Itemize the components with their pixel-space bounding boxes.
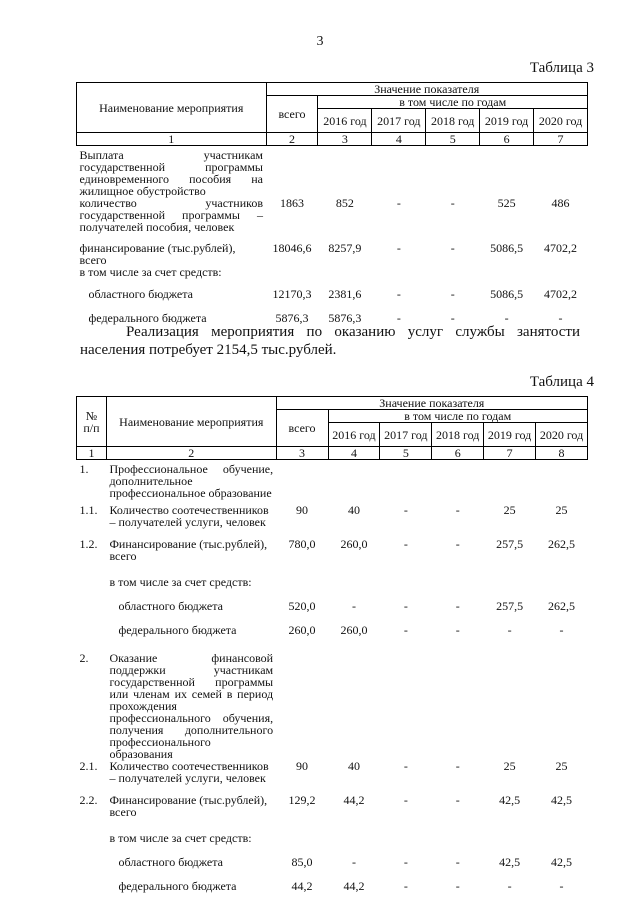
table-row: [77, 242, 588, 266]
row-name: Финансирование (тыс.рублей), всего: [109, 536, 268, 563]
row-name: областного бюджета: [118, 854, 223, 869]
cell: [318, 146, 372, 198]
cell: -: [455, 622, 460, 637]
table-row: [77, 760, 588, 794]
cell: 260,0: [340, 622, 368, 637]
cell: 4702,2: [544, 241, 578, 255]
cell: -: [559, 622, 564, 637]
table3-col-number: 1: [77, 133, 267, 146]
cell: -: [455, 878, 460, 893]
row-number: 2.2.: [79, 792, 98, 807]
table3-header-name: Наименование мероприятия: [77, 83, 267, 133]
cell: 260,0: [340, 536, 368, 551]
cell: 44,2: [343, 792, 365, 807]
table3-caption: Таблица 3: [529, 60, 594, 76]
table3-header-value: Значение показателя: [266, 83, 588, 96]
table4-header-value: Значение показателя: [276, 397, 587, 410]
cell: 25: [555, 758, 568, 773]
cell: [534, 146, 588, 198]
cell: -: [403, 792, 408, 807]
cell: 42,5: [551, 854, 573, 869]
paragraph: Реализация мероприятия по оказанию услуг службы занятости населения потребует 2154,5 тыс.рублей.: [80, 324, 580, 358]
row-name: федерального бюджета: [88, 311, 207, 325]
cell: 42,5: [551, 792, 573, 807]
row-number: 2.1.: [79, 758, 98, 773]
cell: [484, 460, 536, 504]
table3-header-total: всего: [266, 96, 318, 133]
row-number: [77, 856, 107, 880]
cell: 40: [347, 502, 360, 517]
table4-header-year: 2016 год: [328, 423, 380, 447]
row-number: 1.: [79, 462, 89, 476]
cell: 2381,6: [328, 287, 362, 301]
table3-col-number: 6: [480, 133, 534, 146]
cell: 25: [555, 502, 568, 517]
cell: 260,0: [288, 622, 316, 637]
table-row: [77, 504, 588, 538]
cell: [380, 460, 432, 504]
cell: 129,2: [288, 792, 316, 807]
row-number: [77, 832, 107, 856]
cell: -: [403, 502, 408, 517]
row-name: областного бюджета: [88, 287, 193, 301]
cell: -: [455, 598, 460, 613]
table3: [76, 82, 588, 334]
cell: -: [450, 311, 455, 325]
table3-col-number: 7: [534, 133, 588, 146]
table4-col-number: 4: [328, 447, 380, 460]
cell: 525: [497, 196, 516, 210]
row-name: Количество соотечественников – получателей услуги, человек: [109, 502, 269, 529]
cell: [426, 146, 480, 198]
table3-col-number: 3: [318, 133, 372, 146]
cell: 42,5: [499, 854, 521, 869]
table4: [76, 396, 588, 902]
cell: 18046,6: [272, 241, 312, 255]
cell: -: [403, 598, 408, 613]
cell: 42,5: [499, 792, 521, 807]
cell: -: [559, 878, 564, 893]
cell: 25: [503, 502, 516, 517]
table-row: [77, 288, 588, 312]
cell: 40: [347, 758, 360, 773]
table4-header-year: 2020 год: [536, 423, 588, 447]
cell: 5876,3: [328, 311, 362, 325]
table3-header-year: 2018 год: [426, 109, 480, 133]
cell: 90: [296, 758, 309, 773]
table-row: [77, 880, 588, 902]
cell: [372, 146, 426, 198]
table4-header-year: 2017 год: [380, 423, 432, 447]
cell: -: [455, 502, 460, 517]
row-number: [77, 600, 107, 624]
table-row: [77, 648, 588, 760]
row-name: федерального бюджета: [118, 878, 237, 893]
row-name: в том числе за счет средств:: [109, 830, 252, 845]
row-number: 1.1.: [79, 502, 98, 517]
row-name: Количество соотечественников – получателей услуги, человек: [109, 758, 269, 785]
page-number: 3: [316, 34, 324, 49]
cell: -: [504, 311, 509, 325]
cell: 5086,5: [490, 287, 524, 301]
table3-header-year: 2017 год: [372, 109, 426, 133]
table4-col-number: 8: [536, 447, 588, 460]
table3-col-number: 5: [426, 133, 480, 146]
cell: -: [450, 241, 455, 255]
cell: -: [507, 878, 512, 893]
cell: -: [396, 287, 401, 301]
table-row: [77, 624, 588, 648]
cell: -: [455, 792, 460, 807]
table-row: [77, 538, 588, 576]
cell: 85,0: [291, 854, 313, 869]
row-name: количество участников государственной программы – получателей пособия, человек: [79, 196, 263, 234]
cell: -: [403, 878, 408, 893]
cell: [484, 648, 536, 760]
table3-col-number: 4: [372, 133, 426, 146]
row-number: 1.2.: [79, 536, 98, 551]
table-row: [77, 460, 588, 504]
table-row: [77, 576, 588, 600]
table3-header-year: 2020 год: [534, 109, 588, 133]
cell: 5086,5: [490, 241, 524, 255]
table4-header-no: № п/п: [77, 397, 107, 447]
cell: [328, 460, 380, 504]
cell: -: [396, 311, 401, 325]
table4-col-number: 1: [77, 447, 107, 460]
row-name: Оказание финансовой поддержки участникам государственной программы или членам их семей в период прохождения профессионального обучения, получения дополнительного профессионального образования: [109, 650, 274, 761]
table-row: [77, 600, 588, 624]
table3-header-by-years: в том числе по годам: [318, 96, 588, 109]
row-number: 2.: [79, 650, 89, 665]
cell: 4702,2: [544, 287, 578, 301]
cell: -: [403, 854, 408, 869]
cell: -: [403, 536, 408, 551]
table-row: [77, 794, 588, 832]
cell: -: [403, 622, 408, 637]
table4-col-number: 2: [106, 447, 276, 460]
table3-header-year: 2016 год: [318, 109, 372, 133]
table4-col-number: 6: [432, 447, 484, 460]
cell: 44,2: [291, 878, 313, 893]
row-name: Выплата участникам государственной программы единовременного пособия на жилищное обустройство: [79, 148, 263, 198]
cell: 8257,9: [328, 241, 362, 255]
cell: 12170,3: [272, 287, 312, 301]
cell: -: [455, 854, 460, 869]
cell: 262,5: [548, 536, 576, 551]
table4-col-number: 3: [276, 447, 328, 460]
table-row: [77, 832, 588, 856]
cell: -: [351, 854, 356, 869]
table4-header-year: 2019 год: [484, 423, 536, 447]
cell: 44,2: [343, 878, 365, 893]
cell: -: [396, 196, 401, 210]
cell: [328, 648, 380, 760]
row-name: Профессиональное обучение, дополнительное профессиональное образование: [109, 462, 274, 500]
row-name: Финансирование (тыс.рублей), всего: [109, 792, 268, 819]
cell: -: [455, 536, 460, 551]
cell: -: [450, 196, 455, 210]
cell: 520,0: [288, 598, 316, 613]
table-row: [77, 856, 588, 880]
cell: 780,0: [288, 536, 316, 551]
cell: -: [403, 758, 408, 773]
cell: 257,5: [496, 598, 524, 613]
cell: -: [450, 287, 455, 301]
table-row: [77, 266, 588, 288]
table3-col-number: 2: [266, 133, 318, 146]
table4-header-name: Наименование мероприятия: [106, 397, 276, 447]
cell: 486: [551, 196, 570, 210]
table-row: [77, 146, 588, 198]
row-name: финансирование (тыс.рублей), всего: [79, 241, 236, 267]
table-row: [77, 197, 588, 242]
row-name: в том числе за счет средств:: [79, 265, 222, 279]
cell: 5876,3: [275, 311, 309, 325]
cell: 1863: [279, 196, 304, 210]
cell: [432, 648, 484, 760]
row-number: [77, 624, 107, 648]
table3-header-year: 2019 год: [480, 109, 534, 133]
table4-col-number: 7: [484, 447, 536, 460]
row-name: областного бюджета: [118, 598, 223, 613]
cell: [266, 146, 318, 198]
cell: [276, 460, 328, 504]
cell: 25: [503, 758, 516, 773]
row-number: [77, 880, 107, 902]
cell: [536, 648, 588, 760]
cell: 90: [296, 502, 309, 517]
cell: -: [558, 311, 563, 325]
table4-col-number: 5: [380, 447, 432, 460]
cell: [536, 460, 588, 504]
cell: -: [351, 598, 356, 613]
cell: [276, 648, 328, 760]
table4-caption: Таблица 4: [529, 374, 594, 390]
cell: [380, 648, 432, 760]
row-name: федерального бюджета: [118, 622, 237, 637]
cell: [480, 146, 534, 198]
row-number: [77, 576, 107, 600]
cell: 262,5: [548, 598, 576, 613]
cell: 257,5: [496, 536, 524, 551]
row-name: в том числе за счет средств:: [109, 574, 252, 589]
table4-header-year: 2018 год: [432, 423, 484, 447]
table4-header-total: всего: [276, 410, 328, 447]
table4-header-by-years: в том числе по годам: [328, 410, 588, 423]
cell: [432, 460, 484, 504]
cell: 852: [335, 196, 354, 210]
cell: -: [396, 241, 401, 255]
cell: -: [507, 622, 512, 637]
cell: -: [455, 758, 460, 773]
